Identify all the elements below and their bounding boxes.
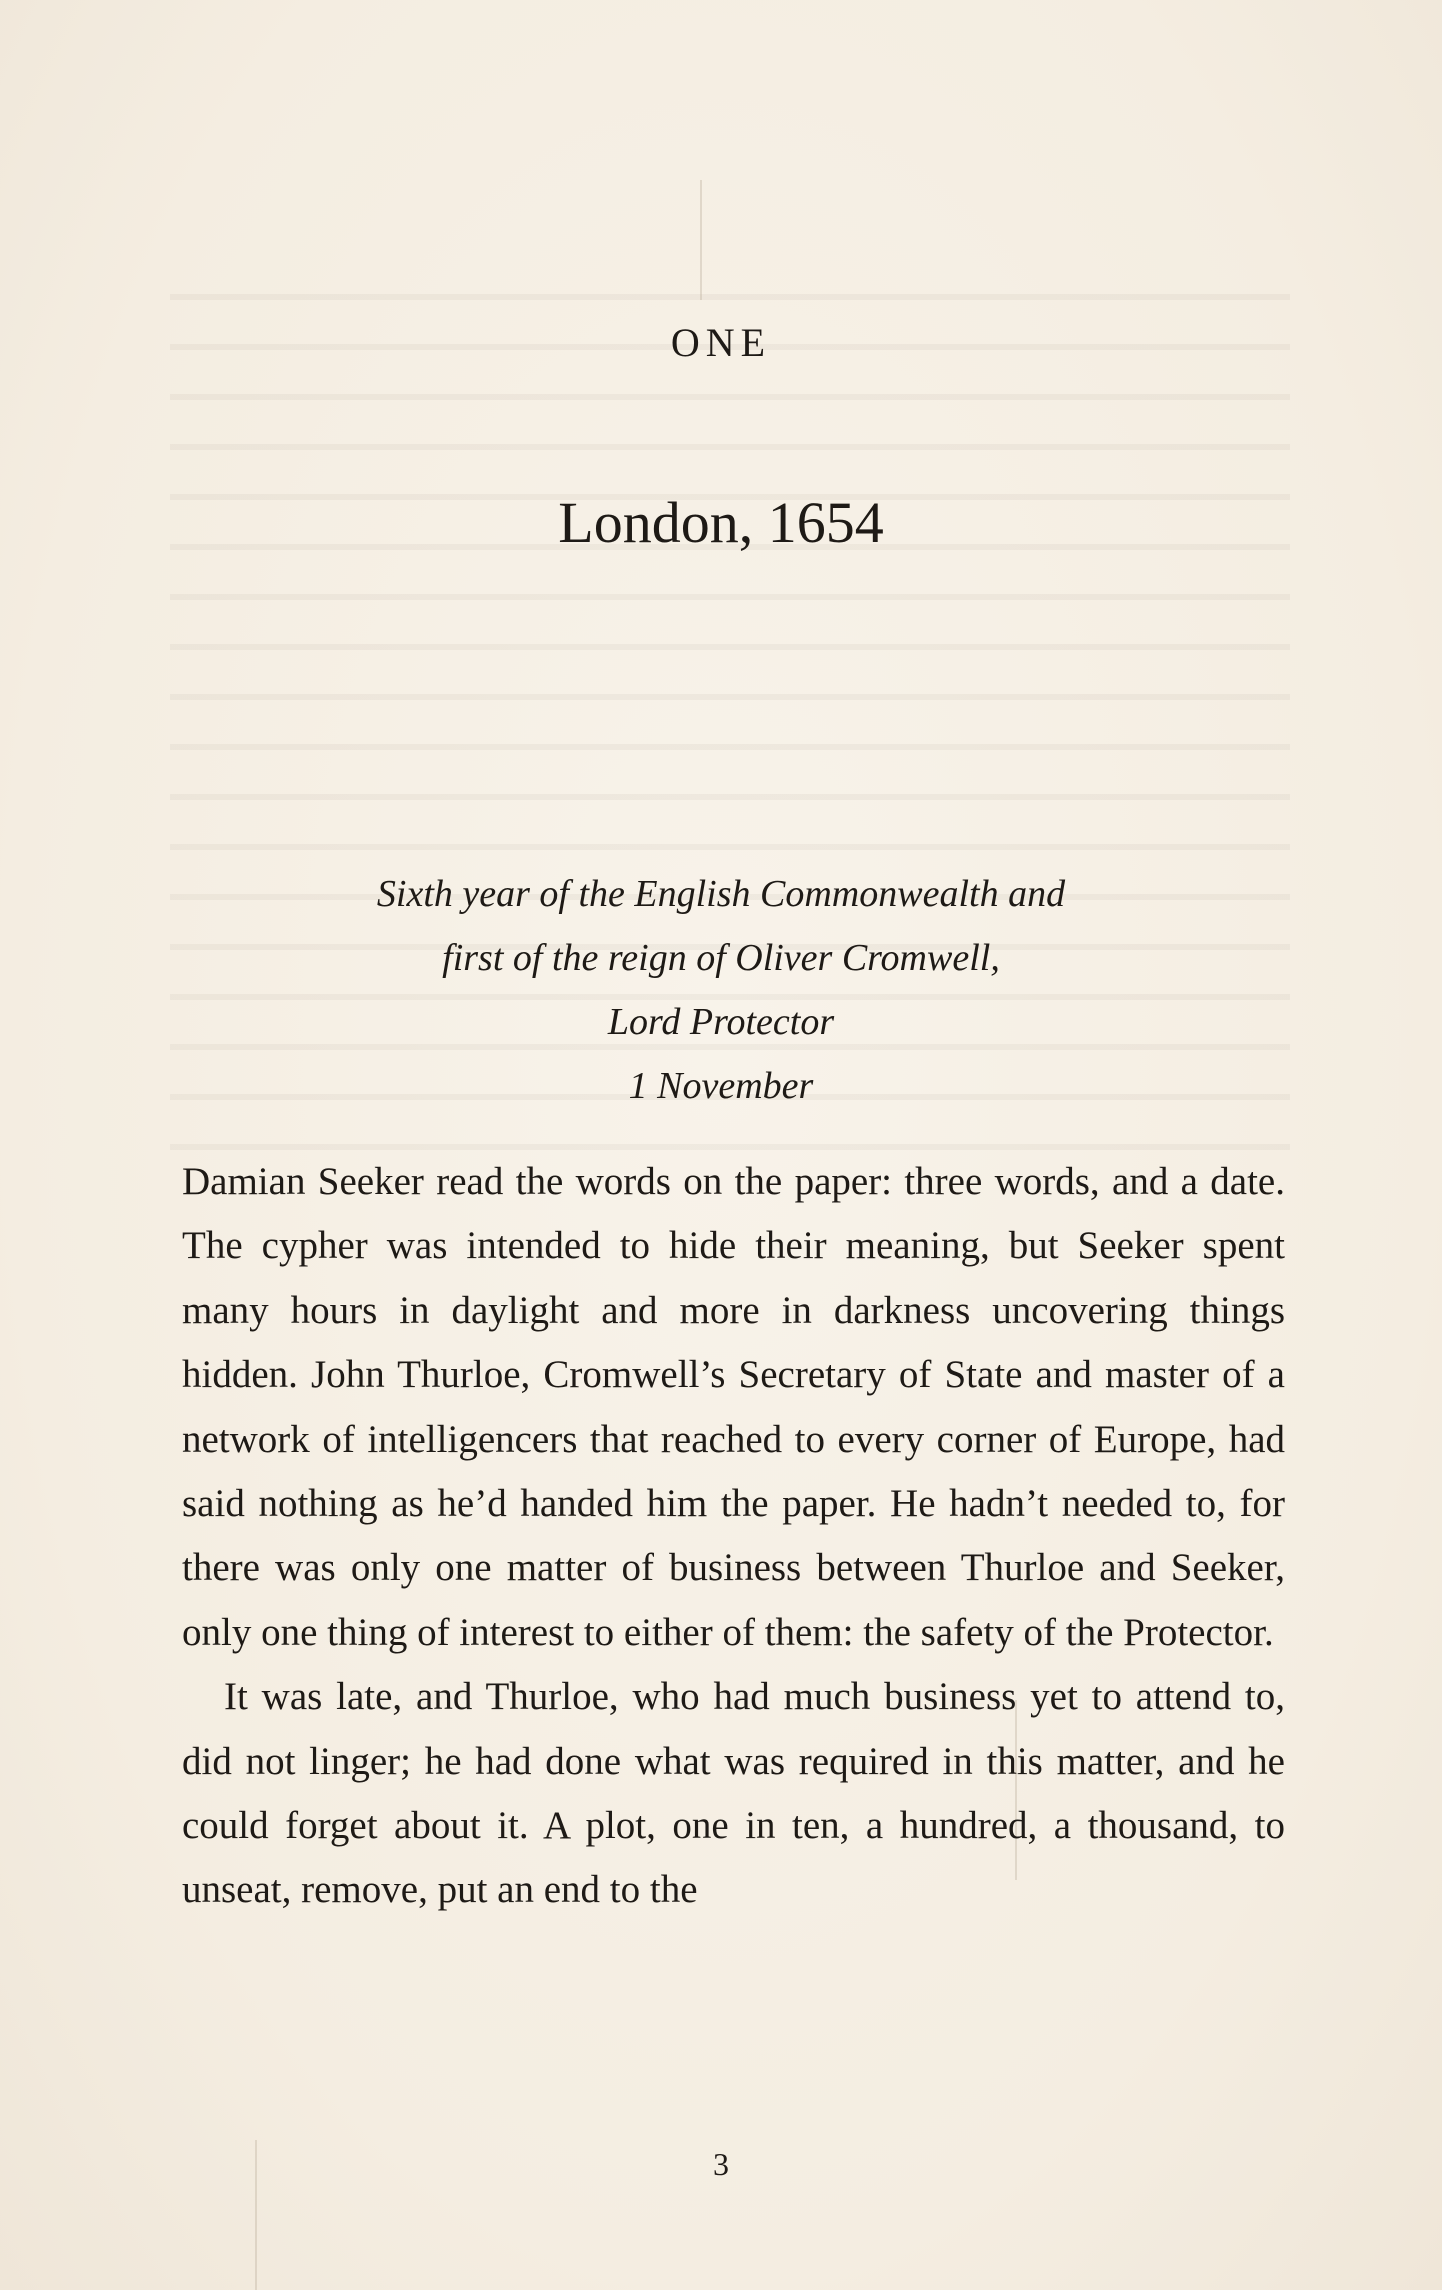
chapter-number: ONE xyxy=(670,320,772,365)
paragraph: Damian Seeker read the words on the paper: three words, and a date. The cypher was intended to hide their meaning, but Seeker spent many hours in daylight and more in darkness uncovering things hidden. John Thurloe, Cromwell’s Secretary of State and master of a network of intelligencers that reached to every corner of Europe, had said nothing as he’d handed him the paper. He hadn’t needed to, for there was only one matter of business between Thurloe and Seeker, only one thing of interest to either of them: the safety of the Protector. xyxy=(182,1160,1285,1654)
epigraph-line: 1 November xyxy=(628,1065,814,1107)
body-text xyxy=(182,1150,1285,1923)
page-crease xyxy=(700,180,702,300)
epigraph-line: Lord Protector xyxy=(607,1001,835,1043)
epigraph xyxy=(0,862,1442,1118)
paragraph: It was late, and Thurloe, who had much business yet to attend to, did not linger; he had done what was required in this matter, and he could forget about it. A plot, one in ten, a hundred, a thousand, to unseat, remove, put an end to the xyxy=(182,1675,1285,1912)
chapter-title: London, 1654 xyxy=(558,490,884,555)
page-number: 3 xyxy=(713,2146,729,2182)
epigraph-line: first of the reign of Oliver Cromwell, xyxy=(442,937,1000,979)
epigraph-line: Sixth year of the English Commonwealth and xyxy=(376,873,1066,915)
